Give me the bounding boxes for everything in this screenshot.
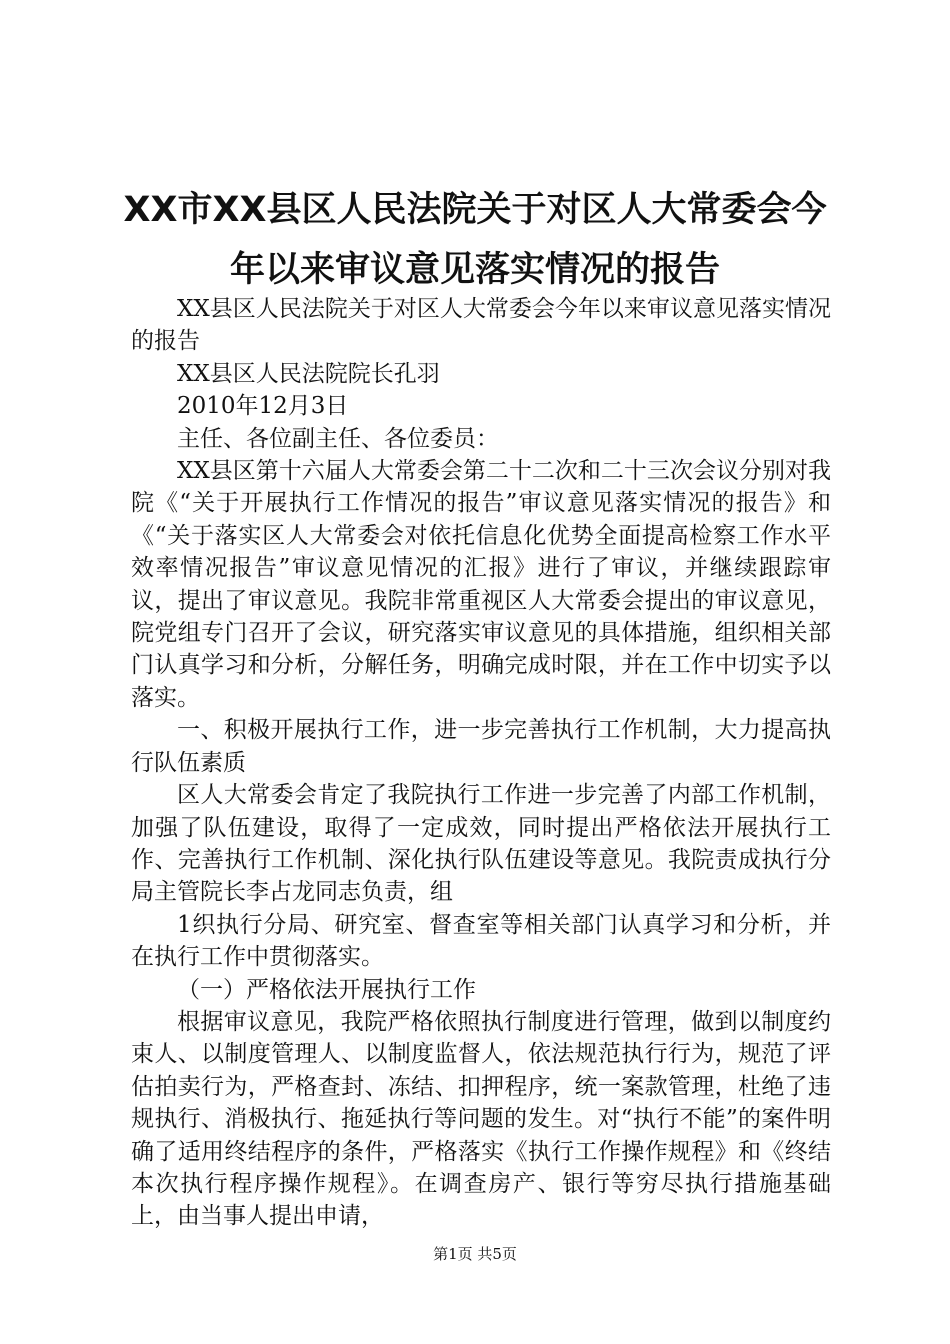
subsection-heading-1: （一）严格依法开展执行工作 — [177, 976, 476, 1003]
paragraph-section-1: 区人大常委会肯定了我院执行工作进一步完善了内部工作机制，加强了队伍建设，取得了一定成效，同时提出严格依法开展执行工作、完善执行工作机制、深化执行队伍建设等意见。我院责成执行分局主管院长李占龙同志负责，组 — [131, 782, 831, 906]
title-line-1: XX市XX县区人民法院关于对区人大常委会今 — [123, 190, 827, 230]
section-heading-1: 一、积极开展执行工作，进一步完善执行工作机制，大力提高执行队伍素质 — [131, 717, 831, 776]
paragraph-date: 2010年12月3日 — [177, 393, 349, 420]
title-line-2: 年以来审议意见落实情况的报告 — [229, 250, 720, 290]
paragraph-author: XX县区人民法院院长孔羽 — [177, 360, 440, 387]
paragraph-salutation: 主任、各位副主任、各位委员： — [177, 425, 499, 452]
paragraph-subtitle: XX县区人民法院关于对区人大常委会今年以来审议意见落实情况的报告 — [131, 296, 831, 355]
page-footer: 第1页 共5页 — [433, 1245, 517, 1263]
document-body — [131, 293, 831, 1233]
document-title — [100, 180, 850, 300]
paragraph-intro: XX县区第十六届人大常委会第二十二次和二十三次会议分别对我院《“关于开展执行工作情况的报告”审议意见落实情况的报告》和《“关于落实区人大常委会对依托信息化优势全面提高检察工作水平效率情况报告”审议意见情况的汇报》进行了审议，并继续跟踪审议，提出了审议意见。我院非常重视区人大常委会提出的审议意见，院党组专门召开了会议，研究落实审议意见的具体措施，组织相关部门认真学习和分析，分解任务，明确完成时限，并在工作中切实予以落实。 — [131, 458, 831, 711]
paragraph-subsection-1: 根据审议意见，我院严格依照执行制度进行管理，做到以制度约束人、以制度管理人、以制度监督人，依法规范执行行为，规范了评估拍卖行为，严格查封、冻结、扣押程序，统一案款管理，杜绝了违规执行、消极执行、拖延执行等问题的发生。对“执行不能”的案件明确了适用终结程序的条件，严格落实《执行工作操作规程》和《终结本次执行程序操作规程》。在调查房产、银行等穷尽执行措施基础上，由当事人提出申请， — [131, 1008, 831, 1230]
paragraph-section-1-cont: 1织执行分局、研究室、督查室等相关部门认真学习和分析，并在执行工作中贯彻落实。 — [131, 911, 831, 971]
